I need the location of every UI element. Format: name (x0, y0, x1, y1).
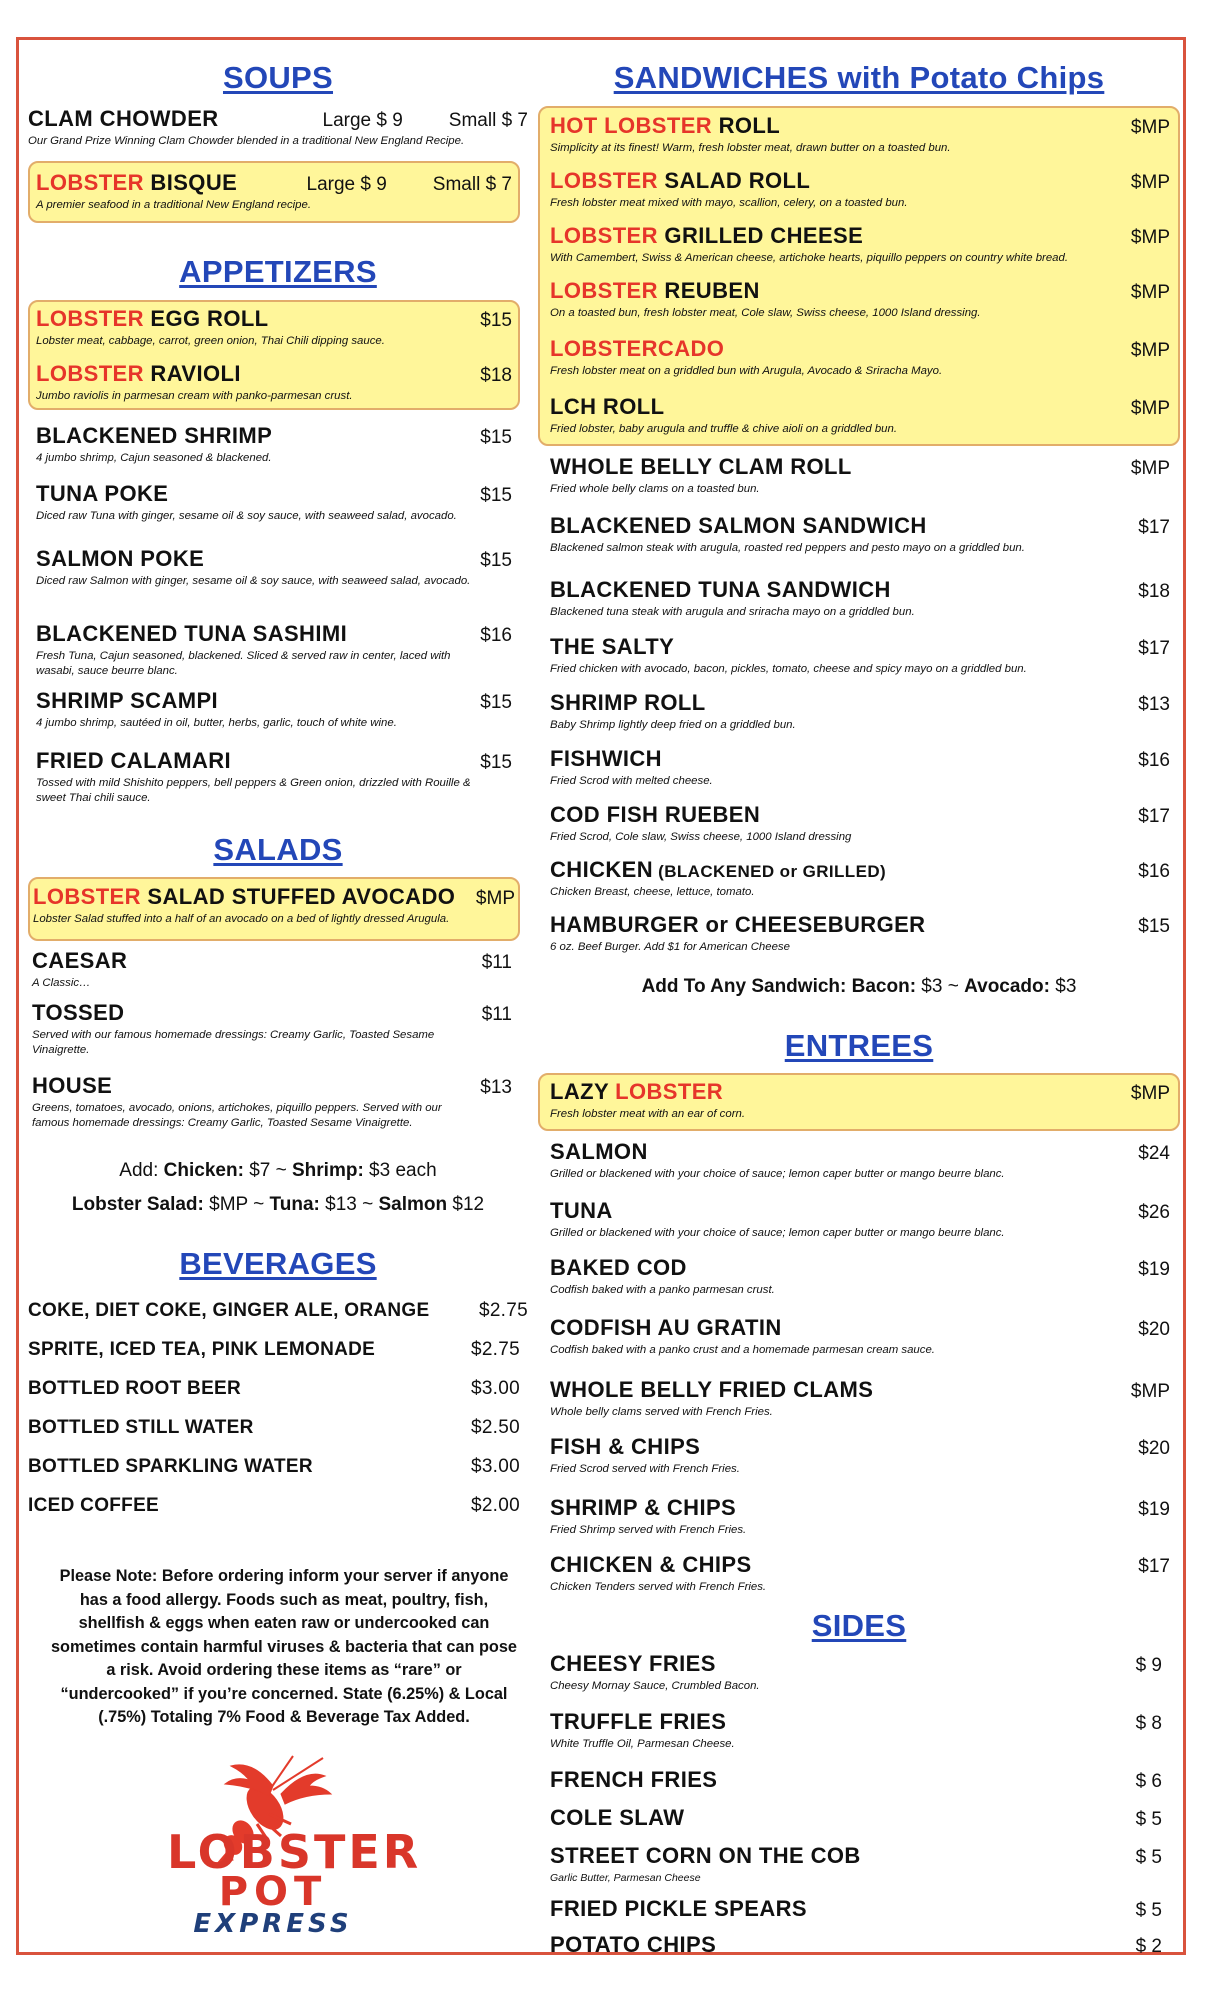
menu-item: STREET CORN ON THE COB $ 5 Garlic Butter, Parmesan Cheese (550, 1843, 1162, 1884)
menu-item: COD FISH RUEBEN $17 Fried Scrod, Cole slaw, Swiss cheese, 1000 Island dressing (550, 802, 1170, 843)
menu-item: HOT LOBSTER ROLL $MP Simplicity at its finest! Warm, fresh lobster meat, drawn butter on a toasted bun. (550, 113, 1170, 154)
clam-small-price: Small $ 7 (448, 110, 528, 131)
menu-item: LOBSTER EGG ROLL $15 Lobster meat, cabbage, carrot, green onion, Thai Chili dipping sauce. (36, 306, 512, 347)
menu-item: SHRIMP & CHIPS $19 Fried Shrimp served with French Fries. (550, 1495, 1170, 1536)
menu-item: BLACKENED TUNA SASHIMI $16 Fresh Tuna, Cajun seasoned, blackened. Sliced & served raw in center, laced with wasabi, sauce beurre blanc. (36, 621, 512, 677)
menu-item: HOUSE $13 Greens, tomatoes, avocado, onions, artichokes, piquillo peppers. Served with our famous homemade dressings: Creamy Garlic, Toasted Sesame Vinaigrette. (32, 1073, 512, 1129)
menu-item: CHICKEN (BLACKENED or GRILLED) $16 Chicken Breast, cheese, lettuce, tomato. (550, 857, 1170, 898)
menu-item: BLACKENED SALMON SANDWICH $17 Blackened salmon steak with arugula, roasted red peppers and pesto mayo on a griddled bun. (550, 513, 1170, 554)
allergy-note: Please Note: Before ordering inform your server if anyone has a food allergy. Foods such as meat, poultry, fish, shellfish & eggs when eaten raw or undercooked can sometimes contain harmful viruses & bacteria that can pose a risk. Avoid ordering these items as “rare” or “undercooked” if you’re concerned. State (6.25%) & Local (.75%) Totaling 7% Food & Beverage Tax Added. (51, 1567, 517, 1726)
salad-add-ons: Add: Chicken: $7 ~ Shrimp: $3 each (119, 1160, 437, 1181)
menu-item: LOBSTER SALAD ROLL $MP Fresh lobster meat mixed with mayo, scallion, celery, on a toasted bun. (550, 168, 1170, 209)
menu-item: LCH ROLL $MP Fried lobster, baby arugula and truffle & chive aioli on a griddled bun. (550, 394, 1170, 435)
clam-large-price: Large $ 9 (322, 110, 403, 131)
sides-heading: SIDES (811, 1608, 907, 1643)
menu-item: LAZY LOBSTER $MP Fresh lobster meat with an ear of corn. (550, 1079, 1170, 1120)
menu-item: FRIED PICKLE SPEARS $ 5 (550, 1896, 1162, 1921)
menu-item: LOBSTER RAVIOLI $18 Jumbo raviolis in parmesan cream with panko-parmesan crust. (36, 361, 512, 402)
menu-item: FRENCH FRIES $ 6 (550, 1767, 1162, 1792)
lobster-pot-logo (167, 1750, 422, 1940)
beverage-item: ICED COFFEE $2.00 (28, 1495, 520, 1516)
menu-item: COLE SLAW $ 5 (550, 1805, 1162, 1830)
menu-item: SHRIMP SCAMPI $15 4 jumbo shrimp, sautéed in oil, butter, herbs, garlic, touch of white wine. (36, 688, 512, 729)
clam-chowder: CLAM CHOWDER Large $ 9 Small $ 7 Our Grand Prize Winning Clam Chowder blended in a traditional New England Recipe. (28, 106, 528, 147)
sandwiches-heading: SANDWICHES with Potato Chips (613, 60, 1105, 95)
beverage-item: BOTTLED STILL WATER $2.50 (28, 1417, 520, 1438)
entrees-heading: ENTREES (784, 1028, 934, 1063)
menu-item: CODFISH AU GRATIN $20 Codfish baked with a panko crust and a homemade parmesan cream sauce. (550, 1315, 1170, 1356)
beverage-item: SPRITE, ICED TEA, PINK LEMONADE $2.75 (28, 1339, 520, 1360)
menu-item: HAMBURGER or CHEESEBURGER $15 6 oz. Beef Burger. Add $1 for American Cheese (550, 912, 1170, 953)
beverage-item: BOTTLED ROOT BEER $3.00 (28, 1378, 520, 1399)
menu-item: WHOLE BELLY CLAM ROLL $MP Fried whole belly clams on a toasted bun. (550, 454, 1170, 495)
logo-express-text: EXPRESS (193, 1909, 353, 1939)
lobster-bisque: LOBSTER BISQUE Large $ 9 Small $ 7 A premier seafood in a traditional New England recipe. (36, 170, 512, 211)
salad-protein-add-ons: Lobster Salad: $MP ~ Tuna: $13 ~ Salmon $12 (71, 1194, 485, 1215)
menu-item: THE SALTY $17 Fried chicken with avocado, bacon, pickles, tomato, cheese and spicy mayo on a griddled bun. (550, 634, 1170, 675)
menu-item: SHRIMP ROLL $13 Baby Shrimp lightly deep fried on a griddled bun. (550, 690, 1170, 731)
menu-item: TOSSED $11 Served with our famous homemade dressings: Creamy Garlic, Toasted Sesame Vinaigrette. (32, 1000, 512, 1056)
menu-item: FISH & CHIPS $20 Fried Scrod served with French Fries. (550, 1434, 1170, 1475)
menu-item: LOBSTER GRILLED CHEESE $MP With Camembert, Swiss & American cheese, artichoke hearts, piquillo peppers on country white bread. (550, 223, 1170, 264)
menu-item: BLACKENED SHRIMP $15 4 jumbo shrimp, Cajun seasoned & blackened. (36, 423, 512, 464)
menu-item: CHEESY FRIES $ 9 Cheesy Mornay Sauce, Crumbled Bacon. (550, 1651, 1162, 1692)
sandwich-add-ons: Add To Any Sandwich: Bacon: $3 ~ Avocado: $3 (641, 976, 1077, 997)
menu-item: CAESAR $11 A Classic… (32, 948, 512, 989)
soups-heading: SOUPS (222, 60, 334, 95)
beverages-heading: BEVERAGES (179, 1246, 377, 1281)
salads-heading: SALADS (213, 832, 343, 867)
menu-item: TRUFFLE FRIES $ 8 White Truffle Oil, Parmesan Cheese. (550, 1709, 1162, 1750)
menu-item: TUNA POKE $15 Diced raw Tuna with ginger, sesame oil & soy sauce, with seaweed salad, avocado. (36, 481, 512, 522)
logo-lobster-text: LOBSTER (167, 1825, 422, 1879)
menu-item: POTATO CHIPS $ 2 (550, 1932, 1162, 1957)
menu-item: FISHWICH $16 Fried Scrod with melted cheese. (550, 746, 1170, 787)
logo-pot-text: POT (218, 1869, 328, 1915)
menu-item: BLACKENED TUNA SANDWICH $18 Blackened tuna steak with arugula and sriracha mayo on a griddled bun. (550, 577, 1170, 618)
menu-item: BAKED COD $19 Codfish baked with a panko parmesan crust. (550, 1255, 1170, 1296)
menu-item: LOBSTERCADO $MP Fresh lobster meat on a griddled bun with Arugula, Avocado & Sriracha Mayo. (550, 336, 1170, 377)
beverage-item: BOTTLED SPARKLING WATER $3.00 (28, 1456, 520, 1477)
menu-item: CHICKEN & CHIPS $17 Chicken Tenders served with French Fries. (550, 1552, 1170, 1593)
menu-item: TUNA $26 Grilled or blackened with your choice of sauce; lemon caper butter or mango beurre blanc. (550, 1198, 1170, 1239)
menu-item: SALMON $24 Grilled or blackened with your choice of sauce; lemon caper butter or mango beurre blanc. (550, 1139, 1170, 1180)
menu-item: LOBSTER SALAD STUFFED AVOCADO $MP Lobster Salad stuffed into a half of an avocado on a bed of lightly dressed Arugula. (33, 884, 515, 925)
menu-item: FRIED CALAMARI $15 Tossed with mild Shishito peppers, bell peppers & Green onion, drizzled with Rouille & sweet Thai chili sauce. (36, 748, 512, 804)
menu-item: WHOLE BELLY FRIED CLAMS $MP Whole belly clams served with French Fries. (550, 1377, 1170, 1418)
menu-item: SALMON POKE $15 Diced raw Salmon with ginger, sesame oil & soy sauce, with seaweed salad, avocado. (36, 546, 512, 587)
beverage-item: COKE, DIET COKE, GINGER ALE, ORANGE $2.75 (28, 1300, 528, 1321)
appetizers-heading: APPETIZERS (179, 254, 377, 289)
menu-item: LOBSTER REUBEN $MP On a toasted bun, fresh lobster meat, Cole slaw, Swiss cheese, 1000 Island dressing. (550, 278, 1170, 319)
